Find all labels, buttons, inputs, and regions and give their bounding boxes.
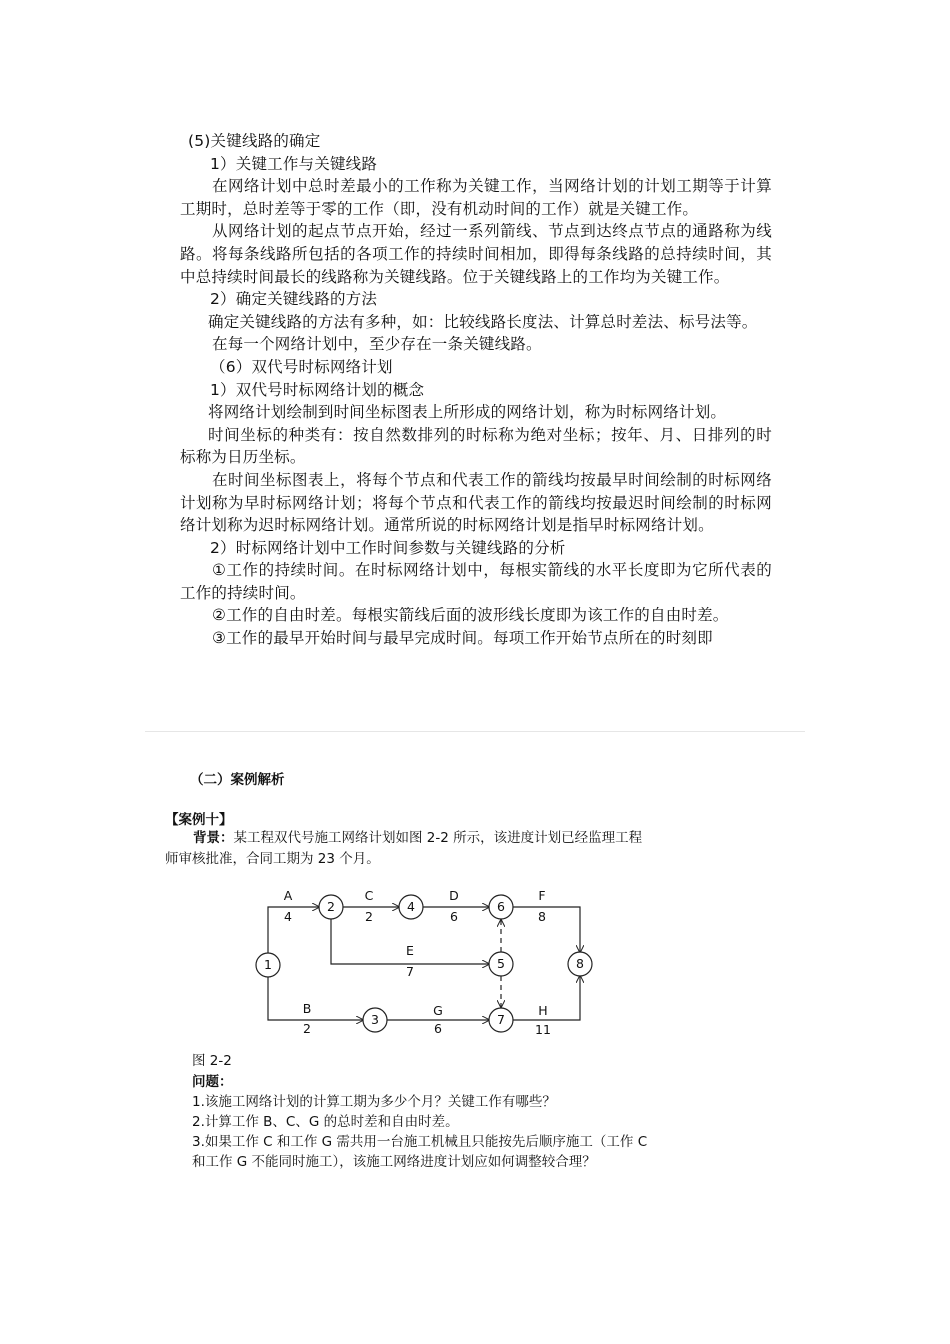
heading-5: (5)关键线路的确定	[188, 132, 321, 150]
subheading-3: 1）双代号时标网络计划的概念	[210, 380, 425, 399]
paragraph-2: 从网络计划的起点节点开始，经过一系列箭线、节点到达终点节点的通路称为线路。将每条线路所包括的各项工作的持续时间相加，即得每条线路的总持续时间，其中总持续时间最长的线路称为关键线路。位于关键线路上的工作均为关键工作。	[180, 222, 772, 286]
case-heading: （二）案例解析	[190, 772, 285, 788]
node-1-label: 1	[264, 957, 272, 972]
background-line-2: 师审核批准，合同工期为 23 个月。	[165, 851, 380, 867]
node-5-label: 5	[497, 956, 505, 971]
question-2: 2.计算工作 B、C、G 的总时差和自由时差。	[192, 1114, 459, 1130]
paragraph-3: 确定关键线路的方法有多种，如：比较线路长度法、计算总时差法、标号法等。	[208, 312, 758, 331]
background-line-1: 某工程双代号施工网络计划如图 2-2 所示，该进度计划已经监理工程	[233, 830, 643, 846]
paragraph-7: 在时间坐标图表上，将每个节点和代表工作的箭线均按最早时间绘制的时标网络计划称为早时标网络计划；将每个节点和代表工作的箭线均按最迟时间绘制的时标网络计划称为迟时标网络计划。通常所说的时标网络计划是指早时标网络计划。	[180, 470, 772, 535]
activity-C-duration: 2	[365, 909, 373, 924]
activity-H-duration: 11	[535, 1022, 551, 1037]
subheading-2: 2）确定关键线路的方法	[210, 290, 378, 309]
paragraph-1: 在网络计划中总时差最小的工作称为关键工作，当网络计划的计划工期等于计算工期时，总时差等于零的工作（即，没有机动时间的工作）就是关键工作。	[180, 177, 772, 218]
case-title: 【案例十】	[165, 812, 233, 828]
activity-C-name: C	[364, 888, 374, 903]
paragraph-4: 在每一个网络计划中，至少存在一条关键线路。	[212, 335, 542, 354]
subheading-1: 1）关键工作与关键线路	[210, 154, 378, 173]
activity-G-name: G	[433, 1003, 443, 1018]
activity-G-duration: 6	[434, 1021, 442, 1036]
network-diagram	[240, 880, 620, 1050]
node-7-label: 7	[497, 1012, 505, 1027]
question-3-line-1: 3.如果工作 C 和工作 G 需共用一台施工机械且只能按先后顺序施工（工作 C	[192, 1134, 648, 1150]
activity-B-duration: 2	[303, 1021, 311, 1036]
arrow-B	[268, 977, 363, 1020]
activity-F-duration: 8	[538, 909, 546, 924]
background-label: 背景：	[193, 830, 234, 846]
activity-H-name: H	[538, 1003, 548, 1018]
node-6-label: 6	[497, 899, 505, 914]
heading-6: （6）双代号时标网络计划	[210, 357, 393, 376]
activity-B-name: B	[302, 1001, 312, 1016]
node-3-label: 3	[371, 1012, 379, 1027]
paragraph-6: 时间坐标的种类有：按自然数排列的时标称为绝对坐标；按年、月、日排列的时标称为日历坐标。	[180, 425, 772, 467]
activity-D-duration: 6	[450, 909, 458, 924]
subheading-4: 2）时标网络计划中工作时间参数与关键线路的分析	[210, 538, 566, 557]
activity-A-name: A	[283, 888, 293, 903]
node-8-label: 8	[576, 956, 584, 971]
paragraph-8: ①工作的持续时间。在时标网络计划中，每根实箭线的水平长度即为它所代表的工作的持续时间。	[180, 561, 772, 602]
question-3-line-2: 和工作 G 不能同时施工），该施工网络进度计划应如何调整较合理？	[192, 1154, 596, 1170]
question-1: 1.该施工网络计划的计算工期为多少个月？关键工作有哪些？	[192, 1094, 556, 1110]
activity-E-duration: 7	[406, 964, 414, 979]
activity-A-duration: 4	[284, 909, 292, 924]
node-2-label: 2	[327, 899, 335, 914]
activity-D-name: D	[449, 888, 459, 903]
activity-F-name: F	[538, 888, 546, 903]
paragraph-5: 将网络计划绘制到时间坐标图表上所形成的网络计划，称为时标网络计划。	[208, 403, 727, 422]
paragraph-10: ③工作的最早开始时间与最早完成时间。每项工作开始节点所在的时刻即	[212, 629, 713, 648]
paragraph-9: ②工作的自由时差。每根实箭线后面的波形线长度即为该工作的自由时差。	[212, 606, 729, 625]
figure-caption: 图 2-2	[192, 1053, 232, 1069]
questions-label: 问题：	[192, 1074, 233, 1090]
arrow-F	[513, 907, 580, 952]
arrow-A	[268, 907, 319, 953]
background-text	[165, 828, 725, 870]
node-4-label: 4	[407, 899, 415, 914]
activity-E-name: E	[406, 943, 414, 958]
